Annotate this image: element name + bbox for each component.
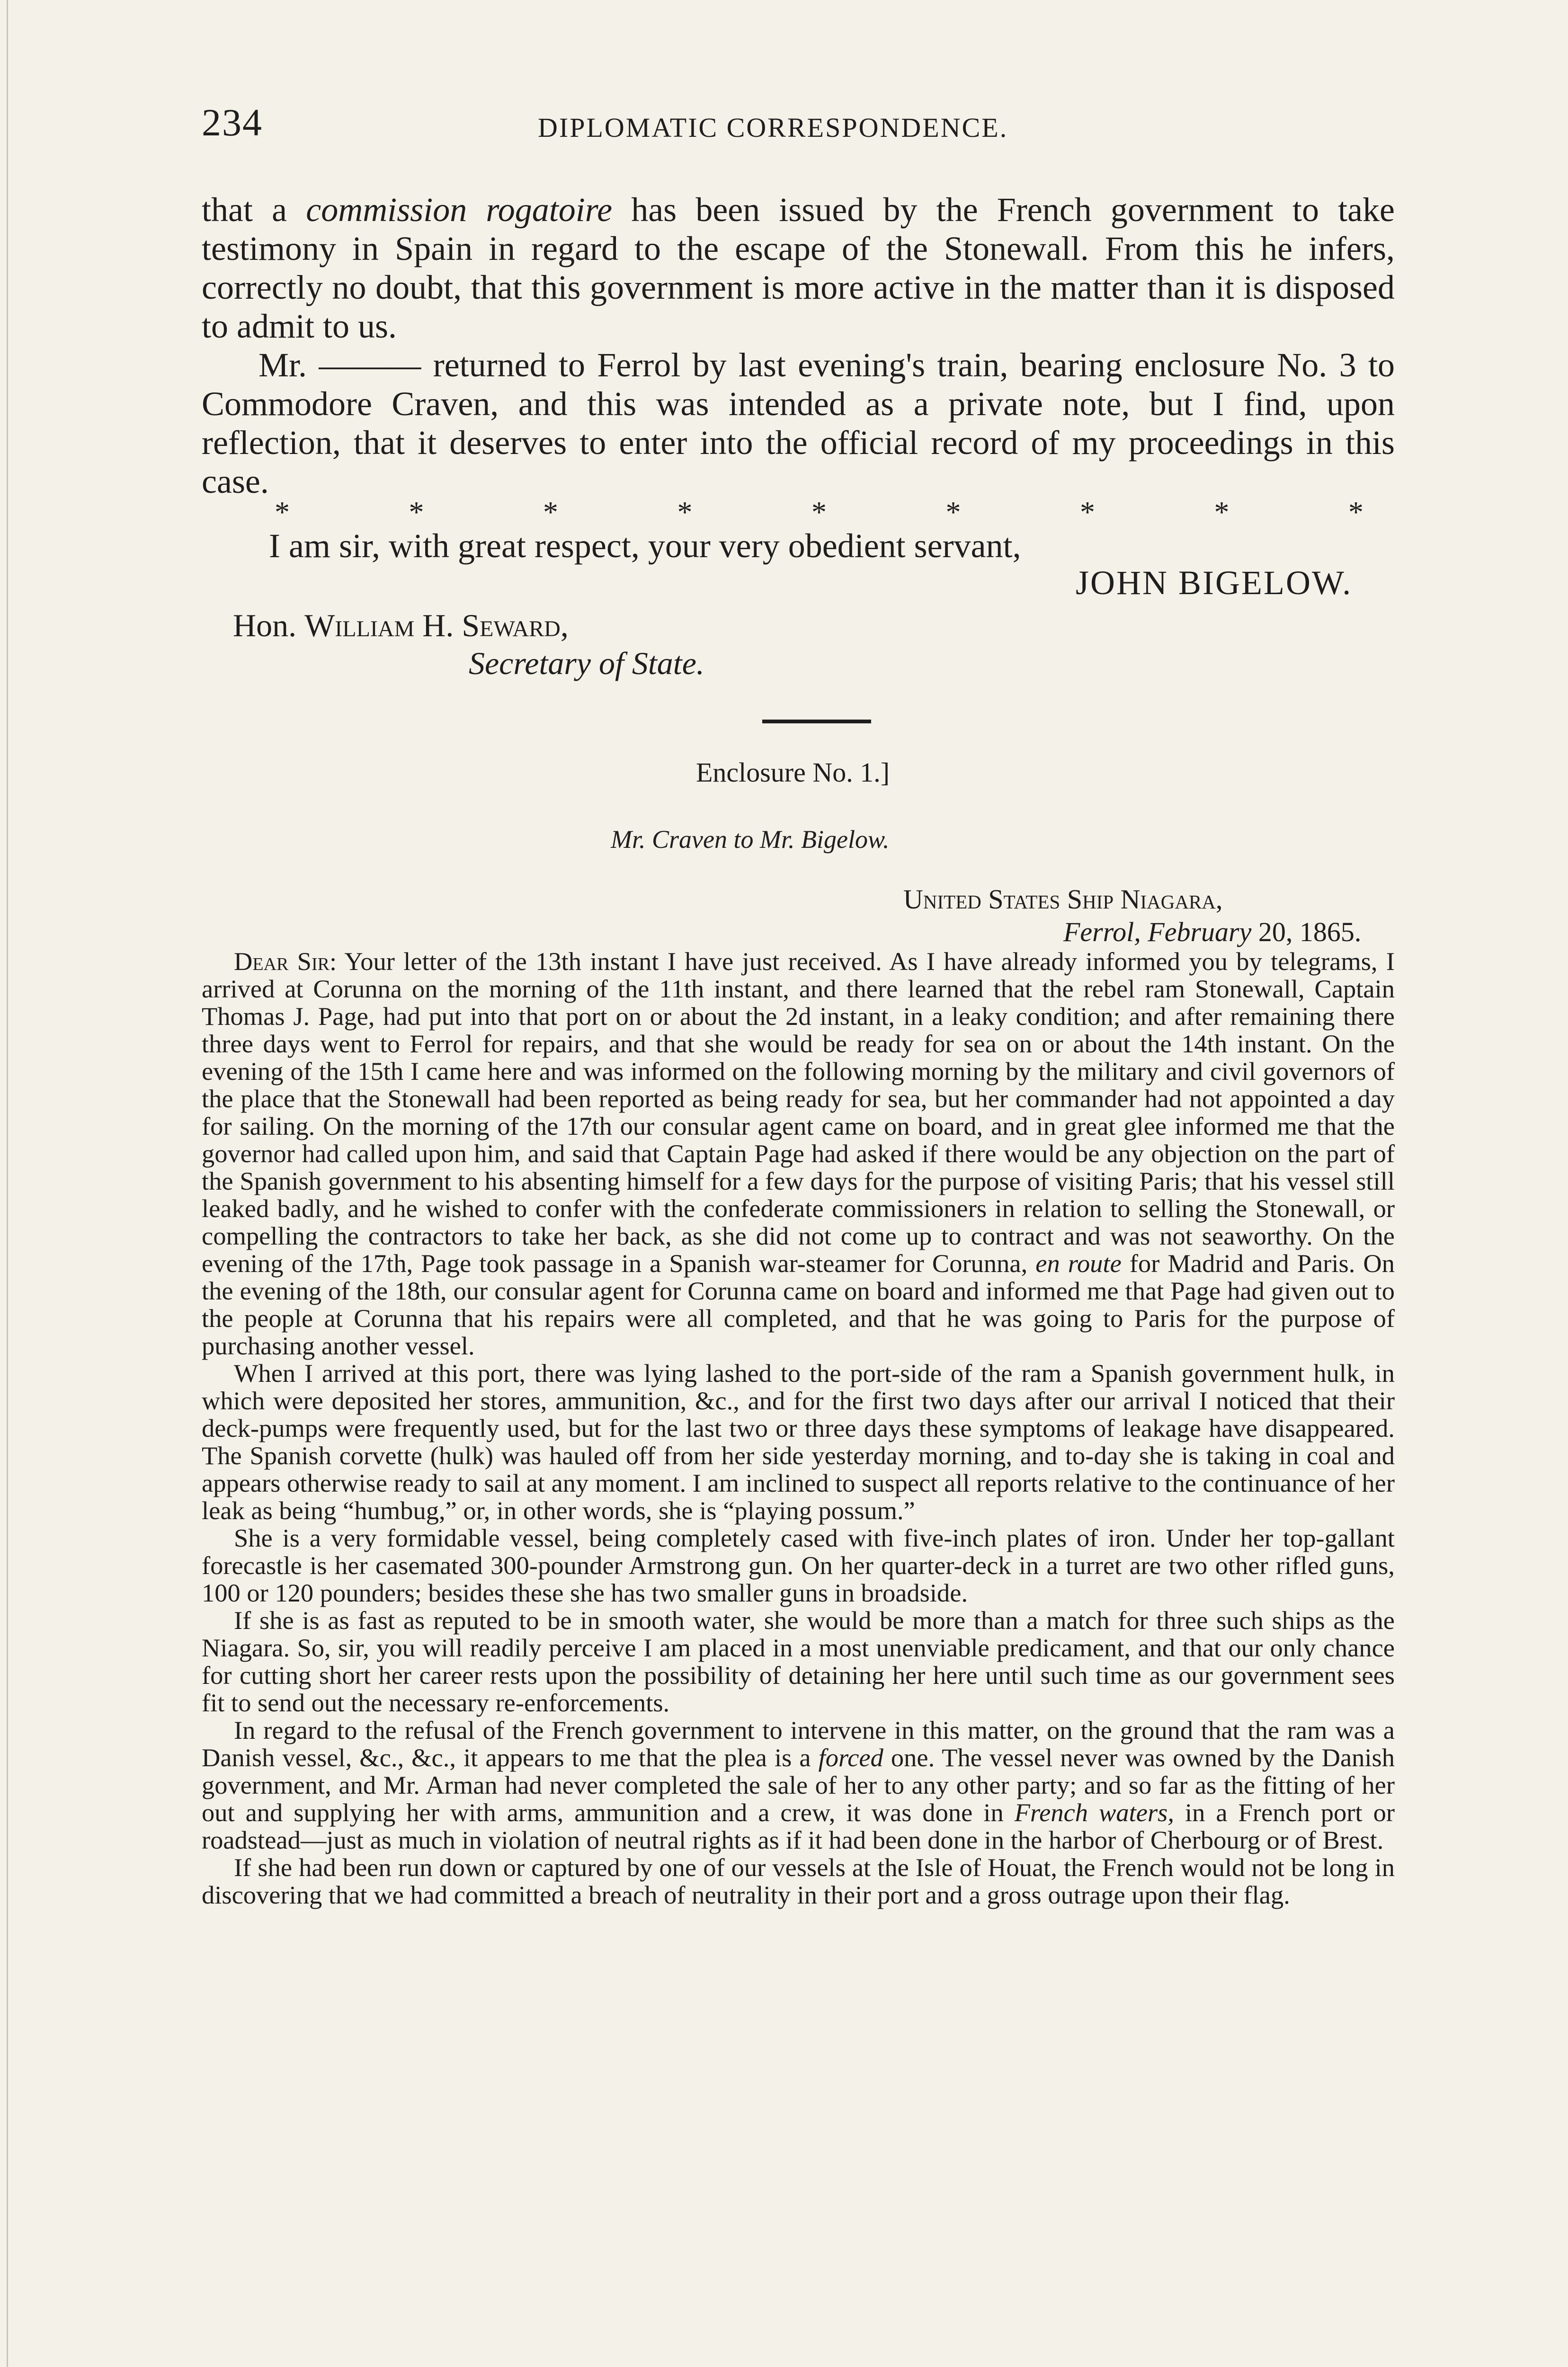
star: * (1214, 495, 1229, 529)
enclosure-paragraph-1-text: : Your letter of the 13th instant I have just received. As I have already informed you by telegrams, I arrived at Corunna on the morning of the 11th instant, and there learned that the rebel ram Stonewall, Captain Thomas J. Page, had put into that port on or about the 2d instant, in a leaky condition; and after remaining there three days went to Ferrol for repairs, and that she would be ready for sea on or about the 14th instant. On the evening of the 15th I came here and was informed on the following morning by the military and civil governors of the place that the Stonewall had been reported as being ready for sea, but her commander had not appointed a day for sailing. On the morning of the 17th our consular agent came on board, and in great glee informed me that the governor had called upon him, and said that Captain Page had asked if there would be any objection on the part of the Spanish government to his absenting himself for a few days for the purpose of visiting Paris; that his vessel still leaked badly, and he wished to confer with the confederate commissioners in relation to selling the Stonewall, or compelling the contractors to take her back, as she did not come up to contract and was not seaworthy. On the evening of the 17th, Page took passage in a Spanish war-steamer for Corunna, (202, 947, 1395, 1278)
letter-paragraph-2: Mr. ——— returned to Ferrol by last evening's train, bearing enclosure No. 3 to Commodore Craven, and this was intended as a private note, but I find, upon reflection, that it deserves to enter into the official record of my proceedings in this case. (202, 346, 1395, 500)
enclosure-body (202, 948, 1395, 1909)
letter-signature: JOHN BIGELOW. (1076, 564, 1353, 602)
addressee-title: Secretary of State. (469, 645, 704, 681)
letter-paragraph-1-italic: commission rogatoire (306, 191, 613, 229)
star: * (1080, 495, 1095, 529)
enclosure-paragraph-5-text-c: in a French port or roadstead—just as much in violation of neutral rights as if it had been done in the harbor of Cherbourg or of Brest. (202, 1798, 1395, 1854)
enclosure-place-date (1063, 916, 1361, 948)
addressee-prefix: Hon. (233, 607, 305, 643)
letter-closing: I am sir, with great respect, your very obedient servant, (269, 527, 1021, 565)
page-header (202, 100, 1395, 148)
ellipsis-stars (275, 495, 1363, 530)
letter-paragraph-1-text-c: has been issued by the French government to take testimony in Spain in regard to the escape of the Stonewall. From this he infers, correctly no doubt, that this government is more active in the matter than it is disposed to admit to us. (202, 191, 1395, 345)
letter-paragraph-1-text-a: that a (202, 191, 306, 229)
enclosure-paragraph-1-end: for Madrid and Paris. On the evening of the 18th, our consular agent for Corunna came on board and informed me that Page had given out to the people at Corunna that his repairs were all completed, and that he was going to Paris for the purpose of purchasing another vessel. (202, 1249, 1395, 1360)
addressee-name: William H. Seward, (304, 607, 569, 643)
enclosure-paragraph-2: When I arrived at this port, there was lying lashed to the port-side of the ram a Spanish government hulk, in which were deposited her stores, ammunition, &c., and for the first two days after our arrival I noticed that their deck-pumps were frequently used, but for the last two or three days these symptoms of leakage have disappeared. The Spanish corvette (hulk) was hauled off from her side yesterday morning, and to-day she is taking in coal and appears otherwise ready to sail at any moment. I am inclined to suspect all reports relative to the continuance of her leak as being “humbug,” or, in other words, she is “playing possum.” (202, 1359, 1395, 1525)
star: * (409, 495, 424, 529)
place-date-year: 20, 1865. (1251, 917, 1362, 947)
enclosure-label: Enclosure No. 1.] (696, 757, 890, 788)
star: * (275, 495, 290, 529)
place-date-italic: Ferrol, February (1063, 917, 1252, 947)
section-divider (762, 720, 871, 723)
enclosure-paragraph-1-italic: en route (1035, 1249, 1122, 1278)
star: * (1348, 495, 1363, 529)
enclosure-paragraph-4: If she is as fast as reputed to be in smooth water, she would be more than a match for three such ships as the Niagara. So, sir, you will readily perceive I am placed in a most unenviable predicament, and that our only chance for cutting short her career rests upon the possibility of detaining her here until such time as our government sees fit to send out the necessary re-enforcements. (202, 1606, 1395, 1717)
enclosure-subhead: Mr. Craven to Mr. Bigelow. (611, 825, 890, 854)
enclosure-paragraph-5-text-a: In regard to the refusal of the French government to intervene in this matter, on the ground that the ram was a Danish vessel, &c., &c., it appears to me that the plea is a (202, 1716, 1395, 1772)
enclosure-paragraph-5 (202, 1717, 1395, 1854)
enclosure-paragraph-5-italic-1: forced (818, 1743, 883, 1772)
enclosure-paragraph-3: She is a very formidable vessel, being completely cased with five-inch plates of iron. Under her top-gallant forecastle is her casemated 300-pounder Armstrong gun. On her quarter-deck in a turret are two other rifled guns, 100 or 120 pounders; besides these she has two smaller guns in broadside. (202, 1523, 1395, 1607)
star: * (811, 495, 827, 529)
star: * (543, 495, 558, 529)
star: * (945, 495, 961, 529)
page-edge-line (7, 0, 8, 2367)
enclosure-paragraph-5-text-b: one. The vessel never was owned by the Danish government, and Mr. Arman had never completed the sale of her to any other party; and so far as the fitting of her out and supplying her with arms, ammunition and a crew, it was done in (202, 1743, 1395, 1827)
letter-body (202, 190, 1395, 501)
enclosure-paragraph-5-italic-2: French waters, (1014, 1798, 1174, 1827)
star: * (677, 495, 693, 529)
enclosure-paragraph-1 (202, 948, 1395, 1360)
enclosure-paragraph-6: If she had been run down or captured by one of our vessels at the Isle of Houat, the French would not be long in discovering that we had committed a breach of neutrality in their port and a gross outrage upon their flag. (202, 1853, 1395, 1909)
letter-addressee (233, 607, 569, 644)
running-head: DIPLOMATIC CORRESPONDENCE. (538, 112, 1008, 143)
page-number: 234 (202, 101, 263, 144)
enclosure-ship: United States Ship Niagara, (903, 884, 1223, 915)
salutation: Dear Sir (234, 947, 330, 976)
letter-paragraph-1 (202, 190, 1395, 346)
